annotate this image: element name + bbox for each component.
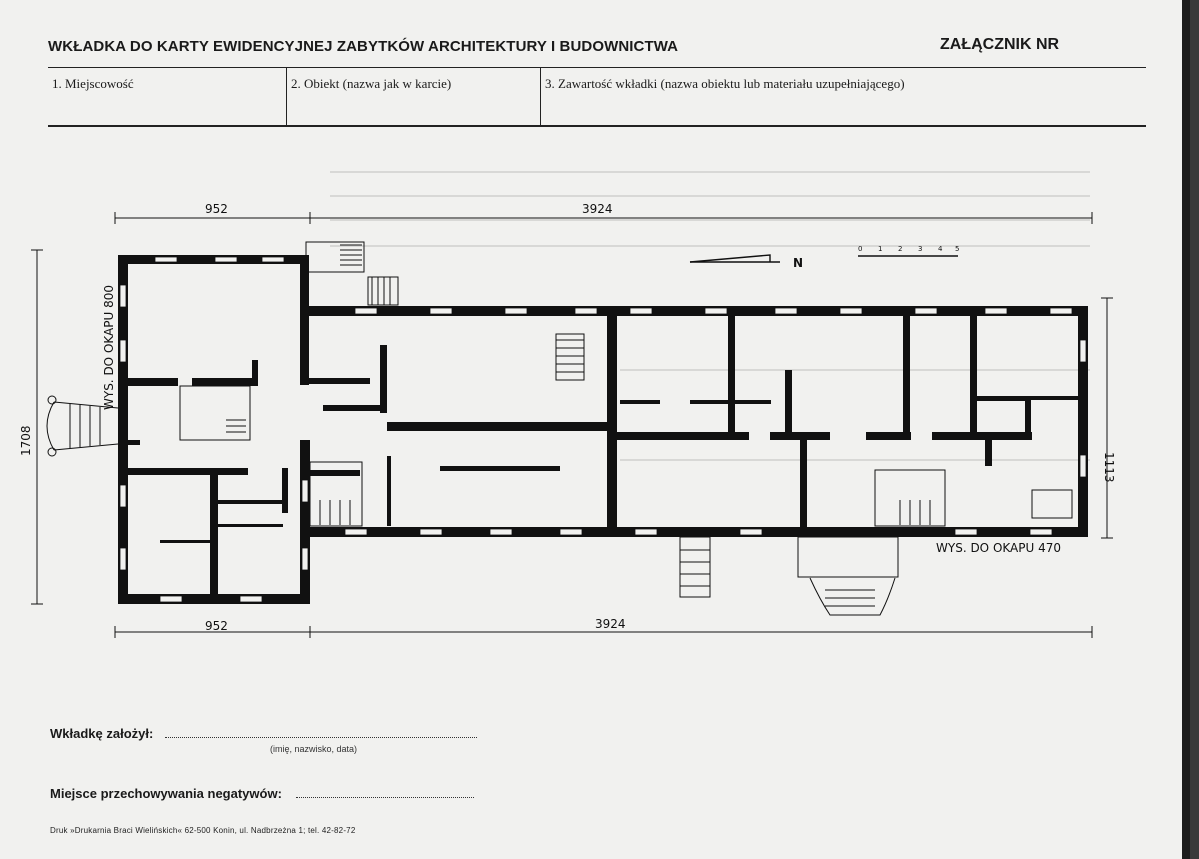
field-content[interactable]: 3. Zawartość wkładki (nazwa obiektu lub materiału uzupełniającego) xyxy=(545,76,905,91)
scale-tick-1: 1 xyxy=(878,245,883,253)
field-locality[interactable]: 1. Miejscowość xyxy=(52,76,134,91)
eaves-height-right: WYS. DO OKAPU 470 xyxy=(936,541,1061,555)
eaves-height-left: WYS. DO OKAPU 800 xyxy=(102,285,116,410)
dim-top-right: 3924 xyxy=(582,202,613,216)
scale-tick-3: 3 xyxy=(918,245,923,253)
scale-tick-5: 5 xyxy=(955,245,960,253)
created-by-hint: (imię, nazwisko, data) xyxy=(270,744,358,754)
printer-imprint: Druk »Drukarnia Braci Wielińskich« 62-500 Konin, ul. Nadbrzeżna 1; tel. 42-82-72 xyxy=(50,826,356,835)
form-title: WKŁADKA DO KARTY EWIDENCYJNEJ ZABYTKÓW ARCHITEKTURY I BUDOWNICTWA xyxy=(48,38,679,55)
negatives-location-label: Miejsce przechowywania negatywów: xyxy=(50,786,282,801)
created-by-label: Wkładkę założył: xyxy=(50,726,154,741)
created-by-field[interactable] xyxy=(165,736,477,738)
north-arrow-icon xyxy=(690,255,780,262)
negatives-location-field[interactable] xyxy=(296,796,474,798)
dim-left: 1708 xyxy=(19,425,33,456)
north-label: N xyxy=(793,256,804,270)
dim-bottom-right: 3924 xyxy=(595,617,626,631)
field-object[interactable]: 2. Obiekt (nazwa jak w karcie) xyxy=(291,76,452,91)
scale-tick-4: 4 xyxy=(938,245,943,253)
annex-number-label: ZAŁĄCZNIK NR xyxy=(940,36,1060,53)
dim-bottom-left: 952 xyxy=(205,619,228,633)
scale-tick-0: 0 xyxy=(858,245,863,253)
dim-top-left: 952 xyxy=(205,202,228,216)
scale-tick-2: 2 xyxy=(898,245,903,253)
dim-right: 1113 xyxy=(1102,452,1116,483)
